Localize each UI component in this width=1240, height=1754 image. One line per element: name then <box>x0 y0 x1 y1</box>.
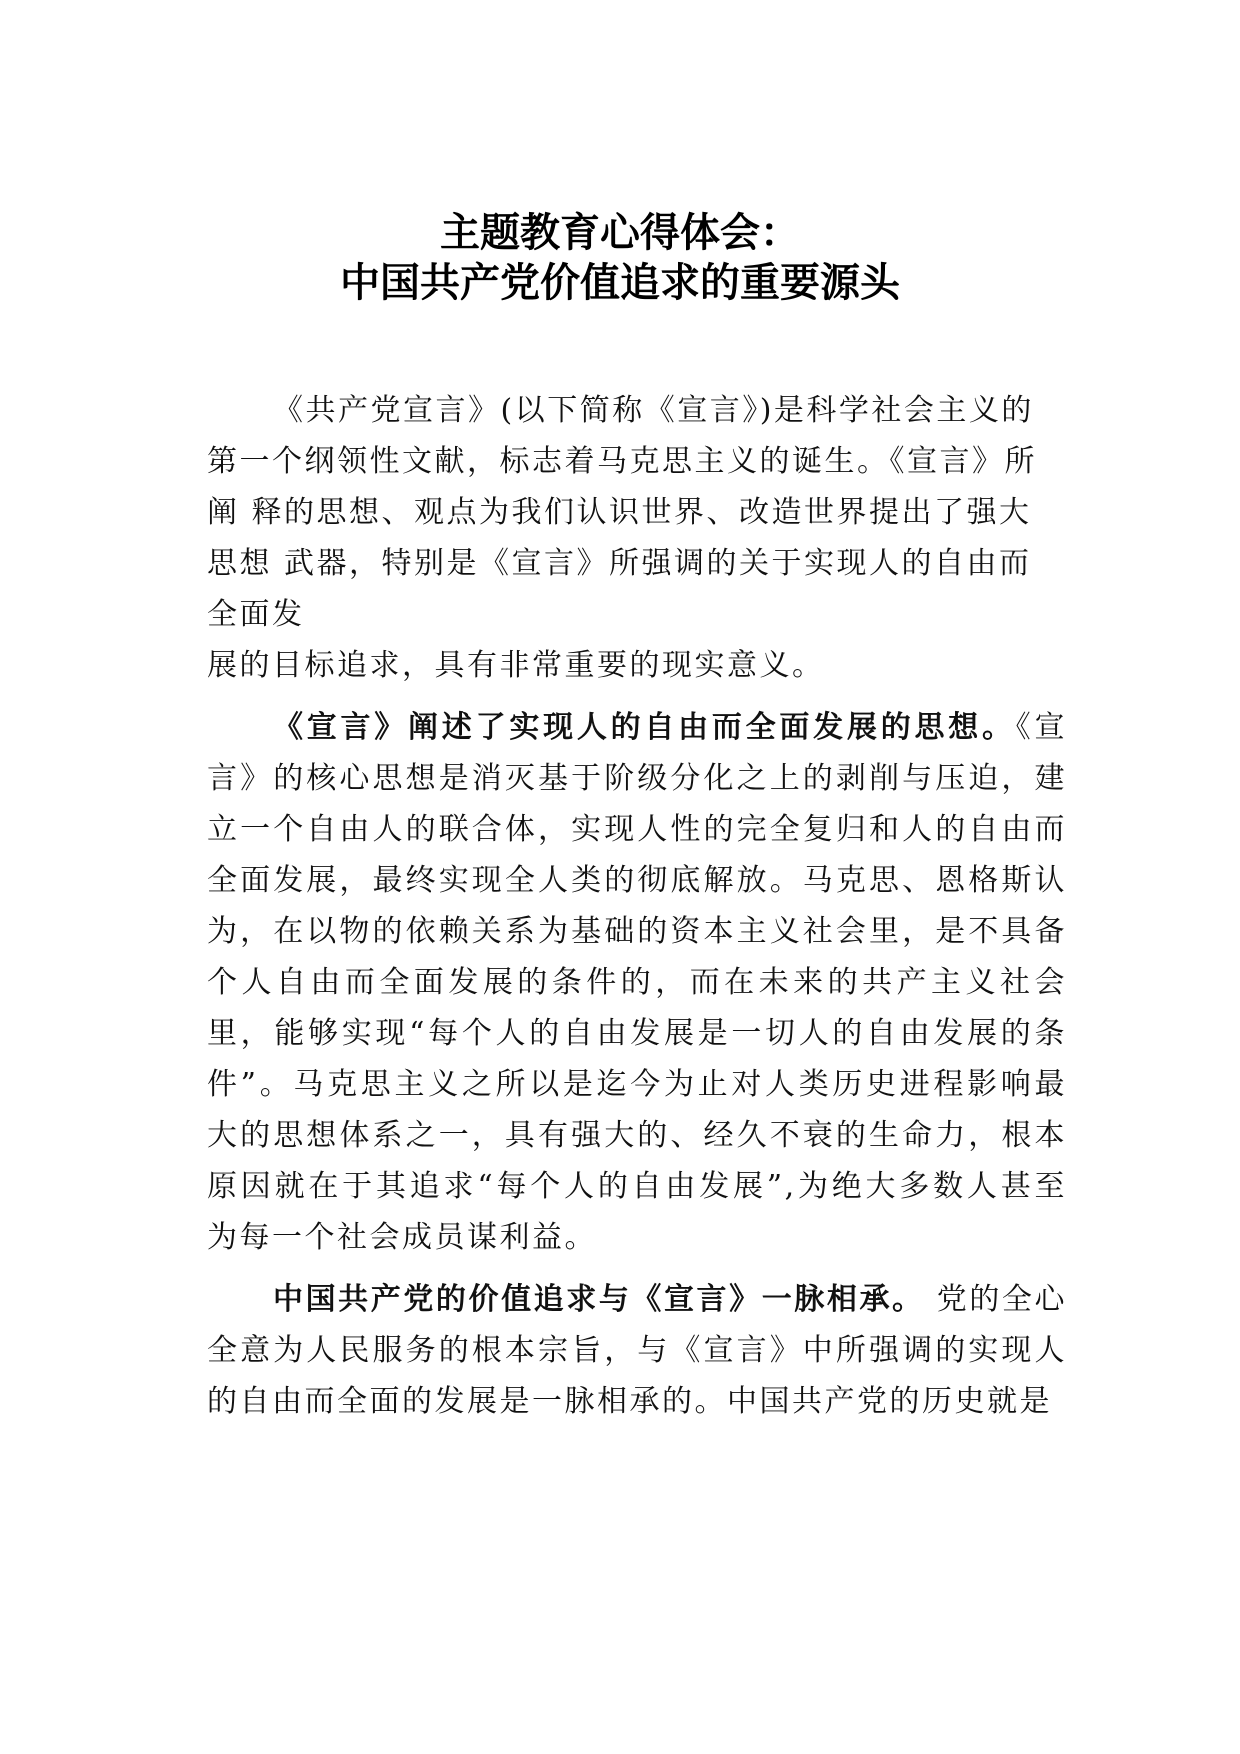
paragraph-3-text: 党的全心全意为人民服务的根本宗旨，与《宣言》中所强调的实现人的自由而全面的发展是一脉相承的。中国共产党的历史就是 <box>207 1282 1068 1419</box>
title-line-2: 中国共产党价值追求的重要源头 <box>340 260 900 306</box>
document-title <box>0 208 1240 308</box>
document-body <box>207 385 1067 1427</box>
paragraph-line: 全面发 <box>207 597 305 632</box>
paragraph-3 <box>207 1274 1067 1427</box>
paragraph-2-heading: 《宣言》阐述了实现人的自由而全面发展的思想。 <box>273 710 1016 745</box>
paragraph-line: 《共产党宣言》(以下简称《宣言》)是科学社会主义的 <box>273 393 1034 428</box>
paragraph-line: 思想 武器，特别是《宣言》所强调的关于实现人的自由而 <box>207 546 1032 581</box>
paragraph-line: 第一个纲领性文献，标志着马克思主义的诞生。《宣言》所 <box>207 444 1037 479</box>
paragraph-3-heading: 中国共产党的价值追求与《宣言》一脉相承。 <box>273 1282 925 1317</box>
paragraph-2 <box>207 702 1067 1263</box>
title-line-1: 主题教育心得体会： <box>440 210 800 256</box>
paragraph-line: 阐 释的思想、观点为我们认识世界、改造世界提出了强大 <box>207 495 1032 530</box>
paragraph-line: 展的目标追求，具有非常重要的现实意义。 <box>207 648 825 683</box>
paragraph-1 <box>207 385 1067 691</box>
paragraph-2-text: 《宣言》的核心思想是消灭基于阶级分化之上的剥削与压迫，建立一个自由人的联合体，实现人性的完全复归和人的自由而全面发展，最终实现全人类的彻底解放。马克思、恩格斯认为，在以物的依赖关系为基础的资本主义社会里，是不具备个人自由而全面发展的条件的，而在未来的共产主义社会里，能够实现“每个人的自由发展是一切人的自由发展的条件”。马克思主义之所以是迄今为止对人类历史进程影响最大的思想体系之一，具有强大的、经久不衰的生命力，根本原因就在于其追求“每个人的自由发展”,为绝大多数人甚至为每一个社会成员谋利益。 <box>207 710 1068 1255</box>
